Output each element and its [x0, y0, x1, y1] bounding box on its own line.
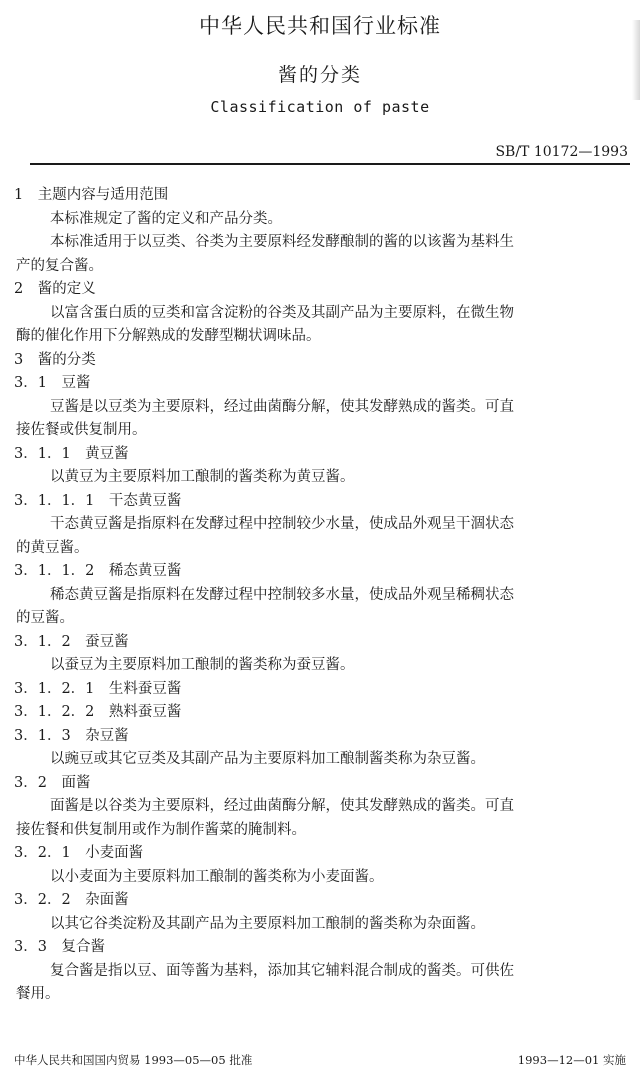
paragraph-line: 接佐餐和供复制用或作为制作酱菜的腌制料。: [16, 821, 306, 838]
document-title-english: Classification of paste: [210, 98, 430, 116]
section-heading: 3．1．3 杂豆酱: [14, 727, 129, 744]
section-heading: 3．1．2．2 熟料蚕豆酱: [14, 704, 182, 720]
section-heading: 1 主题内容与适用范围: [14, 187, 169, 203]
section-heading: 3．2．2 杂面酱: [14, 892, 129, 908]
paragraph-line: 豆酱是以豆类为主要原料，经过曲菌酶分解，使其发酵熟成的酱类。可直: [50, 398, 514, 415]
paragraph-line: 面酱是以谷类为主要原料，经过曲菌酶分解，使其发酵熟成的酱类。可直: [50, 798, 514, 814]
section-heading: 3．1．1 黄豆酱: [14, 445, 129, 462]
paragraph-line: 以蚕豆为主要原料加工酿制的酱类称为蚕豆酱。: [50, 657, 355, 673]
paragraph-line: 以黄豆为主要原料加工酿制的酱类称为黄豆酱。: [50, 469, 355, 485]
paragraph-line: 复合酱是指以豆、面等酱为基料，添加其它辅料混合制成的酱类。可供佐: [50, 962, 514, 979]
paragraph-line: 干态黄豆酱是指原料在发酵过程中控制较少水量，使成品外观呈干涸状态: [50, 516, 514, 532]
paragraph-line: 产的复合酱。: [16, 257, 103, 274]
section-heading: 3．2 面酱: [14, 774, 91, 791]
paragraph-line: 稀态黄豆酱是指原料在发酵过程中控制较多水量，使成品外观呈稀稠状态: [50, 586, 514, 603]
section-heading: 3．1．1．1 干态黄豆酱: [14, 492, 182, 509]
paragraph-line: 以富含蛋白质的豆类和富含淀粉的谷类及其副产品为主要原料，在微生物: [50, 304, 514, 321]
section-heading: 3．1 豆酱: [14, 375, 91, 391]
paragraph-line: 接佐餐或供复制用。: [16, 422, 147, 438]
section-heading: 3．1．2 蚕豆酱: [14, 633, 129, 650]
section-heading: 3．2．1 小麦面酱: [14, 845, 144, 861]
standard-code: SB/T 10172—1993: [495, 144, 628, 160]
paragraph-line: 本标准适用于以豆类、谷类为主要原料经发酵酿制的酱的以该酱为基料生: [50, 234, 514, 250]
paragraph-line: 本标准规定了酱的定义和产品分类。: [50, 210, 282, 227]
document-title: 酱的分类: [277, 64, 362, 86]
paragraph-line: 的黄豆酱。: [16, 539, 89, 556]
paragraph-line: 餐用。: [16, 986, 60, 1002]
section-heading: 3．1．2．1 生料蚕豆酱: [14, 680, 182, 697]
header-rule: [30, 163, 630, 165]
paragraph-line: 以其它谷类淀粉及其副产品为主要原料加工酿制的酱类称为杂面酱。: [50, 915, 485, 932]
section-heading: 3 酱的分类: [14, 351, 96, 368]
paragraph-line: 以小麦面为主要原料加工酿制的酱类称为小麦面酱。: [50, 868, 384, 885]
standard-name: 中华人民共和国行业标准: [199, 14, 441, 38]
implementation-date: 1993—12—01 实施: [517, 1053, 626, 1067]
paragraph-line: 的豆酱。: [16, 610, 74, 626]
section-heading: 3．1．1．2 稀态黄豆酱: [14, 563, 182, 579]
section-heading: 3．3 复合酱: [14, 939, 105, 955]
section-heading: 2 酱的定义: [14, 281, 96, 297]
paragraph-line: 酶的催化作用下分解熟成的发酵型糊状调味品。: [16, 328, 321, 344]
approval-note: 中华人民共和国国内贸易 1993—05—05 批准: [14, 1053, 253, 1067]
paragraph-line: 以豌豆或其它豆类及其副产品为主要原料加工酿制酱类称为杂豆酱。: [50, 751, 485, 767]
document-body: [14, 184, 632, 1007]
